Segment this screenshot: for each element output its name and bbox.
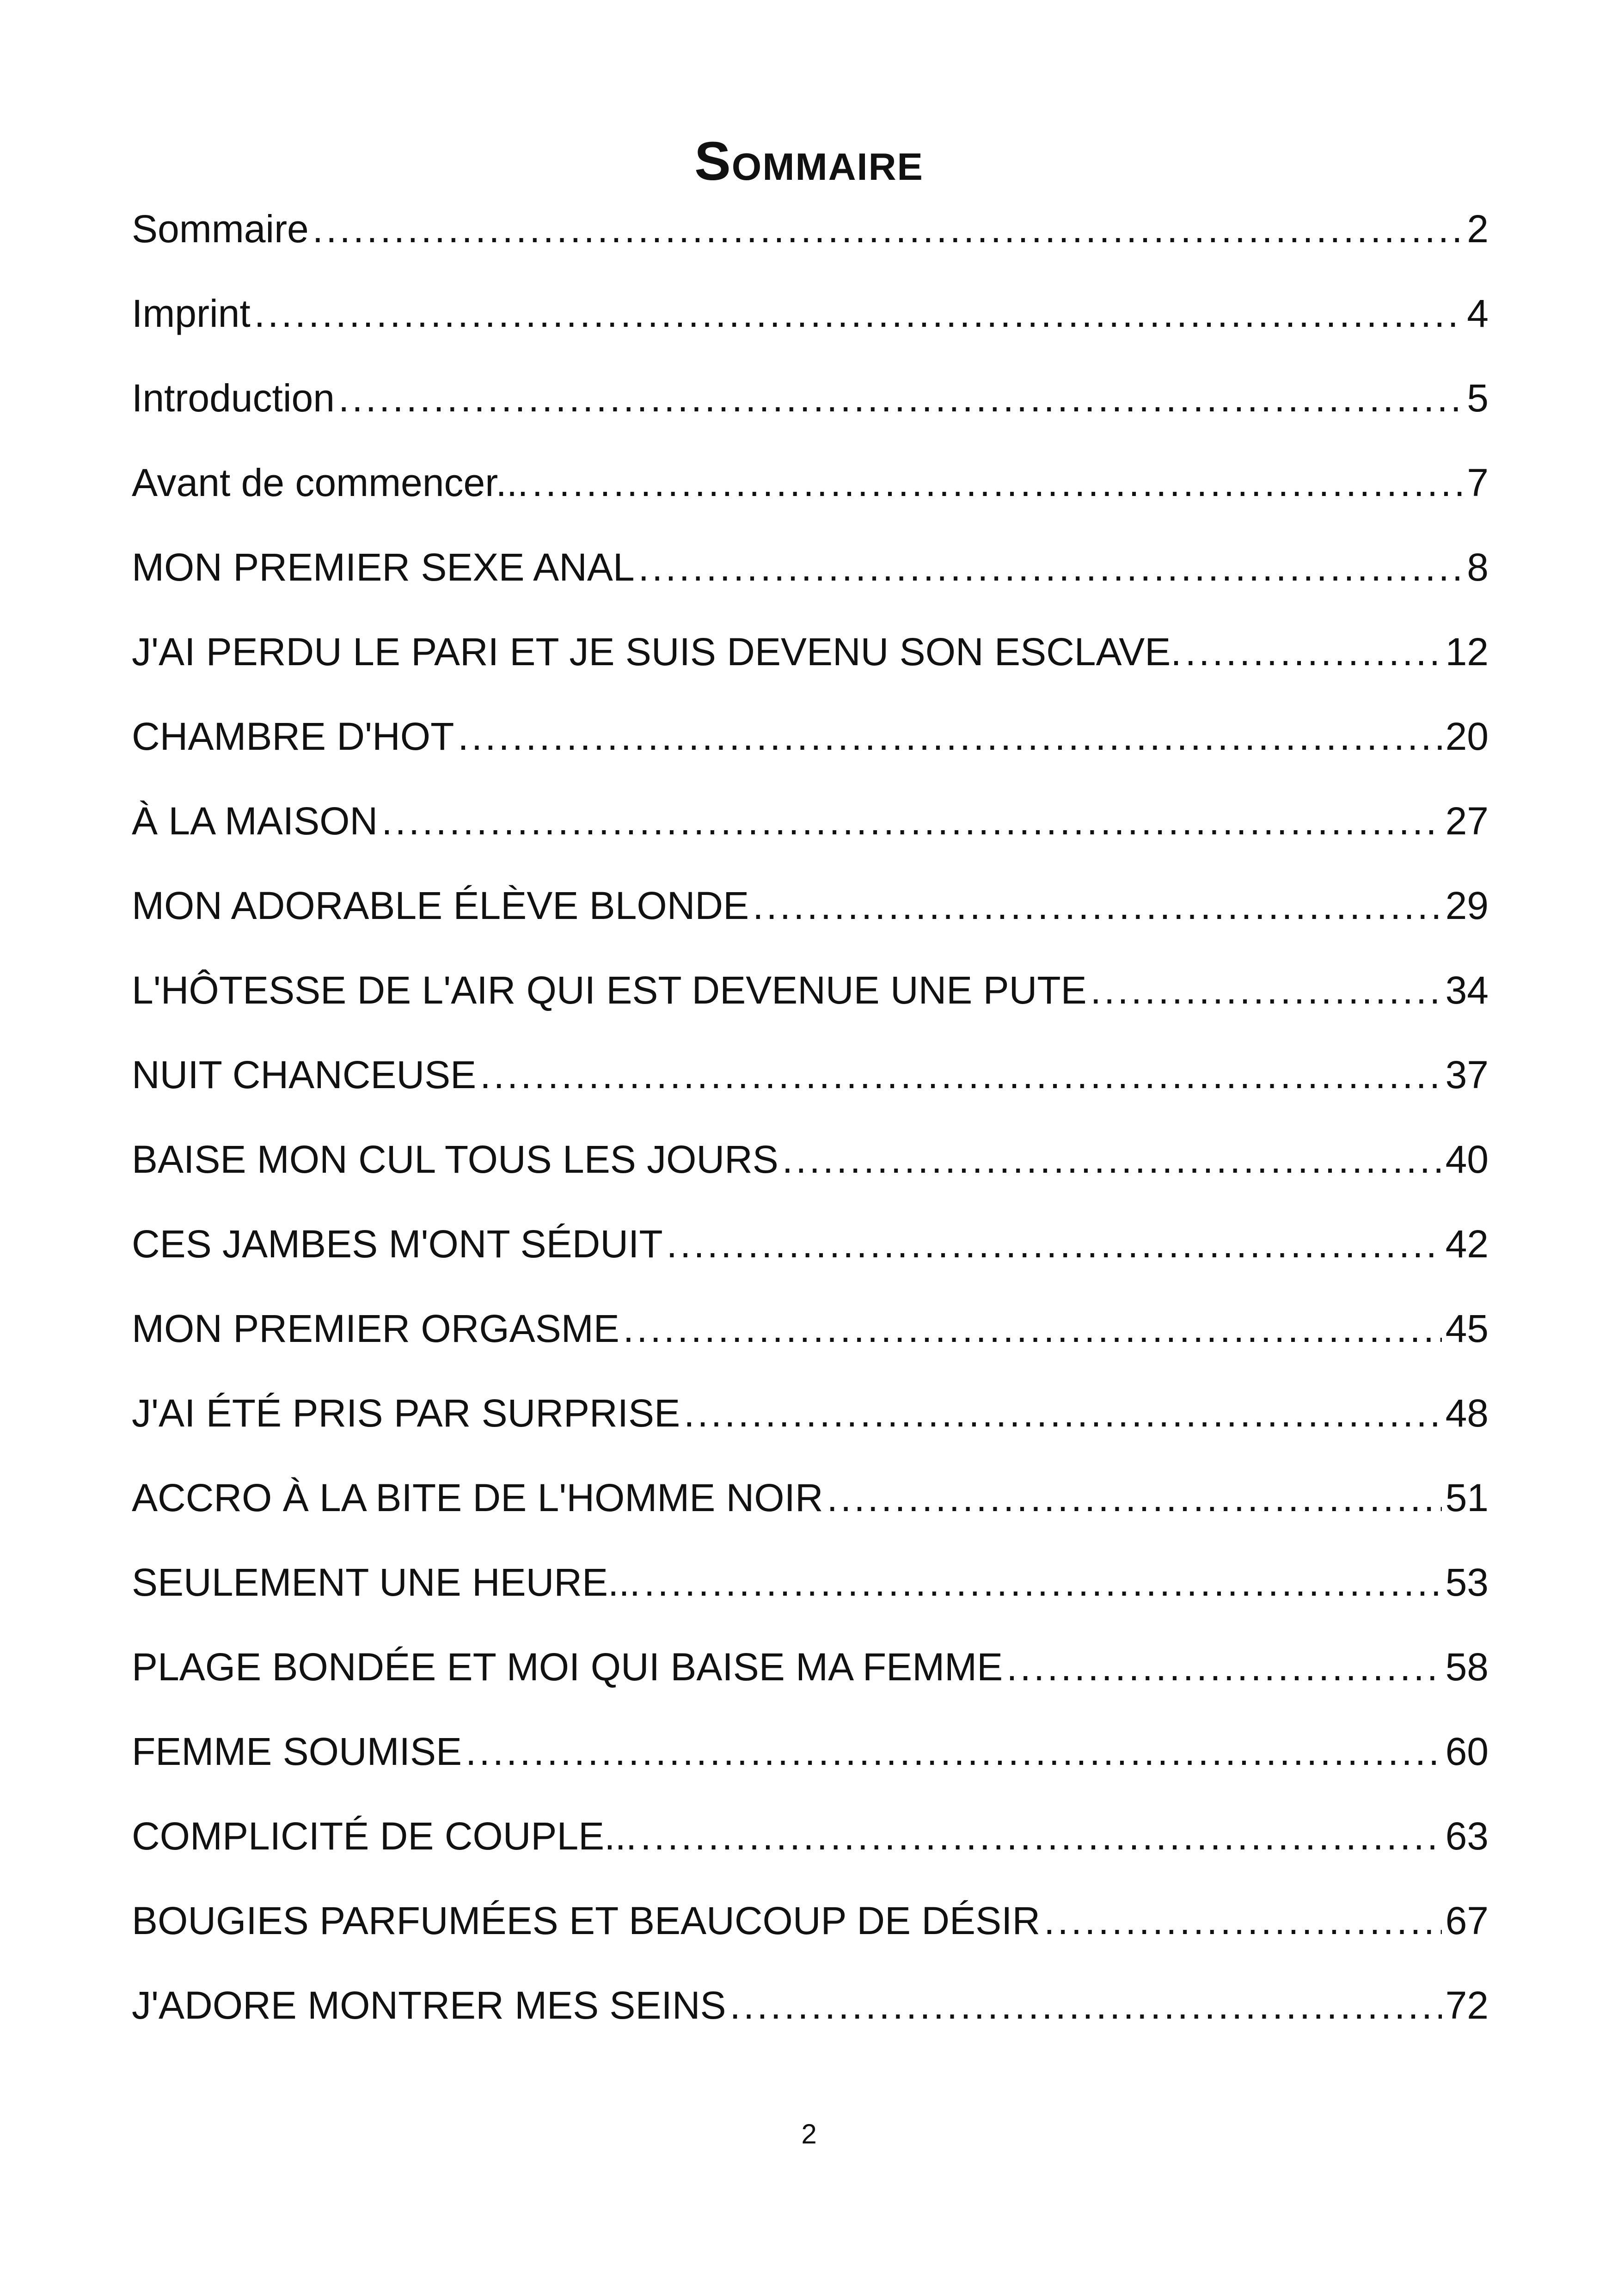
toc-leader-dots bbox=[644, 1559, 1442, 1605]
toc-entry-page: 51 bbox=[1445, 1476, 1489, 1519]
toc-entry-label: Sommaire bbox=[132, 207, 309, 251]
toc-entry-label: J'AI PERDU LE PARI ET JE SUIS DEVENU SON ESCLAVE. bbox=[132, 630, 1182, 673]
toc-entry[interactable] bbox=[132, 1475, 1489, 1559]
toc-entry[interactable] bbox=[132, 1644, 1489, 1728]
toc-entry-label: BAISE MON CUL TOUS LES JOURS bbox=[132, 1138, 778, 1181]
toc-entry-page: 7 bbox=[1467, 461, 1489, 504]
toc-entry-page: 2 bbox=[1467, 207, 1489, 251]
toc-entry-page: 45 bbox=[1445, 1307, 1489, 1350]
toc-leader-dots bbox=[1185, 629, 1442, 675]
toc-entry-label: L'HÔTESSE DE L'AIR QUI EST DEVENUE UNE PUTE bbox=[132, 968, 1087, 1012]
toc-entry-label: J'AI ÉTÉ PRIS PAR SURPRISE bbox=[132, 1391, 680, 1435]
toc-entry[interactable] bbox=[132, 290, 1489, 375]
toc-entry-label: CES JAMBES M'ONT SÉDUIT bbox=[132, 1222, 663, 1266]
toc-entry-label: MON PREMIER ORGASME bbox=[132, 1307, 619, 1350]
toc-entry-label: Imprint bbox=[132, 292, 251, 335]
toc-leader-dots bbox=[753, 882, 1441, 929]
table-of-contents bbox=[132, 206, 1489, 2067]
toc-leader-dots bbox=[640, 1813, 1441, 1859]
page-title: Sommaire bbox=[694, 131, 924, 192]
toc-entry-page: 53 bbox=[1445, 1561, 1489, 1604]
toc-entry-label: NUIT CHANCEUSE bbox=[132, 1053, 477, 1096]
toc-leader-dots bbox=[1006, 1644, 1441, 1690]
toc-entry[interactable] bbox=[132, 1982, 1489, 2067]
toc-entry[interactable] bbox=[132, 1221, 1489, 1305]
toc-entry[interactable] bbox=[132, 206, 1489, 290]
toc-entry[interactable] bbox=[132, 798, 1489, 882]
toc-leader-dots bbox=[827, 1475, 1442, 1521]
toc-entry[interactable] bbox=[132, 1305, 1489, 1390]
toc-leader-dots bbox=[313, 206, 1464, 252]
toc-leader-dots bbox=[381, 798, 1441, 844]
toc-entry-page: 20 bbox=[1445, 715, 1489, 758]
toc-entry-page: 48 bbox=[1445, 1391, 1489, 1435]
toc-leader-dots bbox=[667, 1221, 1442, 1267]
toc-entry-label: Introduction bbox=[132, 376, 335, 420]
toc-entry-page: 63 bbox=[1445, 1814, 1489, 1858]
toc-entry[interactable] bbox=[132, 544, 1489, 629]
toc-entry-label: Avant de commencer... bbox=[132, 461, 528, 504]
toc-entry[interactable] bbox=[132, 459, 1489, 544]
toc-entry[interactable] bbox=[132, 1813, 1489, 1898]
toc-entry[interactable] bbox=[132, 1728, 1489, 1813]
toc-entry[interactable] bbox=[132, 1052, 1489, 1136]
toc-leader-dots bbox=[338, 375, 1463, 421]
toc-entry-page: 4 bbox=[1467, 292, 1489, 335]
page-number: 2 bbox=[801, 2118, 817, 2149]
toc-entry-page: 5 bbox=[1467, 376, 1489, 420]
toc-leader-dots bbox=[254, 290, 1464, 337]
toc-entry[interactable] bbox=[132, 1559, 1489, 1644]
toc-entry-page: 58 bbox=[1445, 1645, 1489, 1689]
toc-leader-dots bbox=[623, 1305, 1442, 1352]
toc-leader-dots bbox=[730, 1982, 1442, 2028]
toc-leader-dots bbox=[1091, 967, 1442, 1013]
toc-entry-label: MON PREMIER SEXE ANAL bbox=[132, 545, 635, 589]
toc-leader-dots bbox=[532, 459, 1464, 506]
toc-entry[interactable] bbox=[132, 967, 1489, 1052]
toc-entry-label: ACCRO À LA BITE DE L'HOMME NOIR bbox=[132, 1476, 823, 1519]
toc-entry[interactable] bbox=[132, 1136, 1489, 1221]
toc-entry[interactable] bbox=[132, 629, 1489, 713]
toc-leader-dots bbox=[480, 1052, 1441, 1098]
toc-entry[interactable] bbox=[132, 882, 1489, 967]
toc-entry-page: 12 bbox=[1445, 630, 1489, 673]
toc-entry-page: 67 bbox=[1445, 1899, 1489, 1942]
toc-entry-page: 29 bbox=[1445, 884, 1489, 927]
toc-leader-dots bbox=[782, 1136, 1442, 1182]
toc-entry-page: 40 bbox=[1445, 1138, 1489, 1181]
toc-entry-label: CHAMBRE D'HOT bbox=[132, 715, 454, 758]
toc-entry-page: 37 bbox=[1445, 1053, 1489, 1096]
toc-entry-label: FEMME SOUMISE bbox=[132, 1730, 462, 1773]
toc-entry-label: J'ADORE MONTRER MES SEINS bbox=[132, 1984, 726, 2027]
toc-entry-label: BOUGIES PARFUMÉES ET BEAUCOUP DE DÉSIR bbox=[132, 1899, 1041, 1942]
toc-entry-label: À LA MAISON bbox=[132, 799, 378, 843]
toc-leader-dots bbox=[466, 1728, 1442, 1775]
toc-leader-dots bbox=[458, 713, 1441, 759]
toc-entry-label: SEULEMENT UNE HEURE... bbox=[132, 1561, 640, 1604]
toc-entry[interactable] bbox=[132, 1390, 1489, 1475]
toc-entry-page: 27 bbox=[1445, 799, 1489, 843]
toc-entry-page: 60 bbox=[1445, 1730, 1489, 1773]
toc-entry-page: 34 bbox=[1445, 968, 1489, 1012]
toc-entry-label: COMPLICITÉ DE COUPLE... bbox=[132, 1814, 637, 1858]
toc-leader-dots bbox=[1044, 1898, 1441, 1944]
toc-entry-label: PLAGE BONDÉE ET MOI QUI BAISE MA FEMME bbox=[132, 1645, 1003, 1689]
toc-entry[interactable] bbox=[132, 713, 1489, 798]
toc-entry[interactable] bbox=[132, 1898, 1489, 1982]
toc-entry-label: MON ADORABLE ÉLÈVE BLONDE bbox=[132, 884, 749, 927]
toc-entry-page: 42 bbox=[1445, 1222, 1489, 1266]
toc-entry-page: 8 bbox=[1467, 545, 1489, 589]
toc-leader-dots bbox=[638, 544, 1464, 590]
toc-entry[interactable] bbox=[132, 375, 1489, 459]
toc-leader-dots bbox=[684, 1390, 1441, 1436]
toc-entry-page: 72 bbox=[1445, 1984, 1489, 2027]
